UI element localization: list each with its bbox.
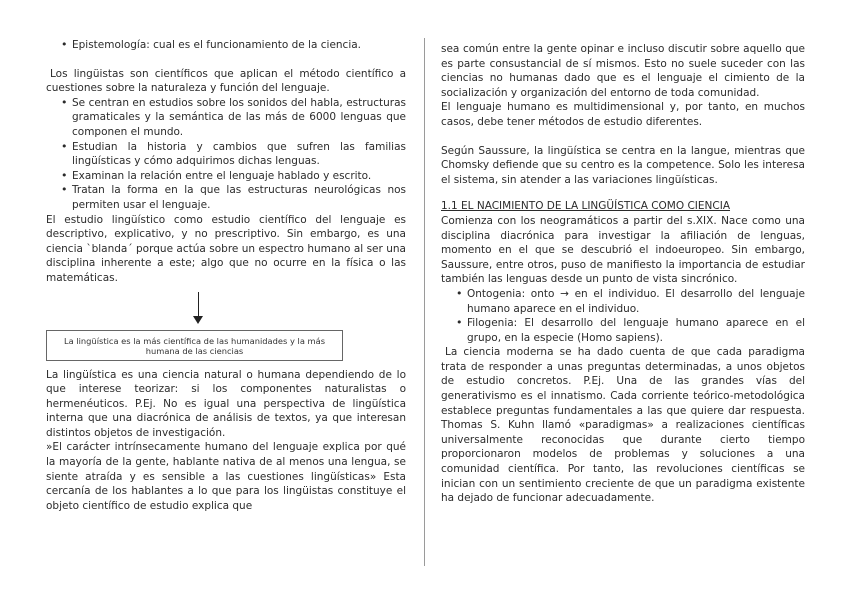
right-column (441, 42, 805, 506)
list-item: • Epistemología: cual es el funcionamiento de la ciencia. (46, 38, 406, 53)
human-character-paragraph: »El carácter intrínsecamente humano del lenguaje explica por qué la mayoría de la gente, hablante nativa de al menos una lengua, se siente atraída y es sensible a las cuestiones lingüísticas» Esta cercanía de los hablantes a lo que para los lingüistas constituye el objeto científico de estudio explica que (46, 441, 406, 512)
intro-paragraph: Los lingüistas son científicos que aplican el método científico a cuestiones sobre la naturaleza y función del lenguaje. (46, 67, 406, 95)
paradigm-paragraph: La ciencia moderna se ha dado cuenta de que cada paradigma trata de responder a unas preguntas determinadas, a unos objetos de estudio concretos. P.Ej. Una de las grandes vías del generativismo es el innatismo. Cada corriente teórico-metodológica establece preguntas fundamentales a las que quiere dar respuesta. Thomas S. Kuhn llamó «paradigmas» a realizaciones científicas universalmente reconocidas que durante cierto tiempo proporcionaron modelos de problemas y soluciones a una comunidad científica. Por tanto, las revoluciones científicas se inician con un sentimiento creciente de que un paradigma existente ha dejado de funcionar adecuadamente. (441, 346, 805, 505)
list-item: • Filogenia: El desarrollo del lenguaje humano aparece en el grupo, en la especie (Homo sapiens). (441, 316, 805, 345)
list-item: • Examinan la relación entre el lenguaje hablado y escrito. (46, 169, 406, 184)
natural-or-human-paragraph: La lingüística es una ciencia natural o humana dependiendo de lo que interese teorizar: si los componentes naturalistas o hermenéuticos. P.Ej. No es igual una perspectiva de lingüística interna que una diacrónica de análisis de textos, ya que interesan distintos objetos de investigación. (46, 368, 406, 439)
multidimensional-paragraph: El lenguaje humano es multidimensional y, por tanto, en muchos casos, debe tener métodos de estudio diferentes. (441, 101, 805, 128)
down-arrow-icon (46, 286, 406, 330)
quote-box: La lingüística es la más científica de las humanidades y la más humana de las ciencias (46, 330, 343, 361)
list-item: • Ontogenia: onto → en el individuo. El desarrollo del lenguaje humano aparece en el individuo. (441, 287, 805, 316)
list-item: • Estudian la historia y cambios que sufren las familias lingüísticas y cómo adquirimos dichas lenguas. (46, 140, 406, 169)
linguists-bullet-list (46, 96, 406, 213)
section-heading: 1.1 EL NACIMIENTO DE LA LINGÜÍSTICA COMO CIENCIA (441, 200, 731, 213)
left-column (46, 38, 406, 513)
list-item: • Tratan la forma en la que las estructuras neurológicas nos permiten usar el lenguaje. (46, 183, 406, 212)
continuation-paragraph: sea común entre la gente opinar e incluso discutir sobre aquello que es parte consustancial de sí mismos. Esto no suele suceder con las ciencias no humanas dado que es el lenguaje el cimiento de la socialización y organización del entorno de toda comunidad. (441, 43, 805, 99)
list-item: • Se centran en estudios sobre los sonidos del habla, estructuras gramaticales y la semántica de las más de 6000 lenguas que componen el mundo. (46, 96, 406, 140)
neogrammarians-paragraph: Comienza con los neogramáticos a partir del s.XIX. Nace como una disciplina diacrónica para investigar la afiliación de lenguas, momento en el que se descubrió el indoeuropeo. Sin embargo, Saussure, entre otros, puso de manifiesto la importancia de estudiar también las lenguas desde un punto de vista sincrónico. (441, 214, 805, 286)
ontogeny-bullet-list (441, 287, 805, 345)
scientific-study-paragraph: El estudio lingüístico como estudio científico del lenguaje es descriptivo, explicativo, y no prescriptivo. Sin embargo, es una ciencia `blanda´ porque actúa sobre un espectro humano al ser una disciplina inherente a este; algo que no ocurre en la física o las matemáticas. (46, 213, 406, 284)
saussure-chomsky-paragraph: Según Saussure, la lingüística se centra en la langue, mientras que Chomsky defiende que su centro es la competence. Solo les interesa el sistema, sin atender a las variaciones lingüísticas. (441, 144, 805, 186)
column-divider (424, 38, 425, 566)
top-bullet-list (46, 38, 406, 53)
